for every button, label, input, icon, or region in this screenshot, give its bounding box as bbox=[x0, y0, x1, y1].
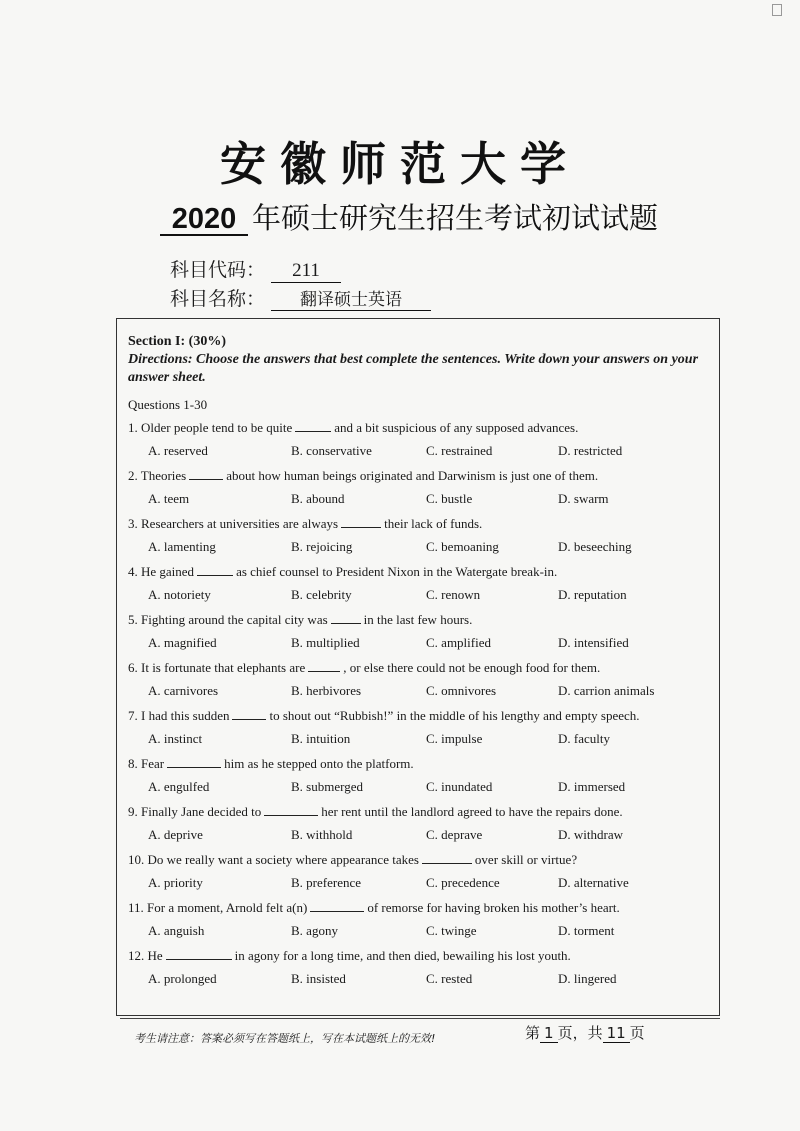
answer-blank bbox=[166, 948, 232, 960]
question-item bbox=[128, 900, 718, 941]
option-b: B. celebrity bbox=[291, 587, 352, 602]
question-text-continued: their lack of funds. bbox=[384, 516, 483, 531]
option-c: C. renown bbox=[426, 587, 481, 602]
answer-options bbox=[128, 923, 718, 941]
question-text: 1. Older people tend to be quite bbox=[128, 420, 293, 435]
subject-code-row bbox=[170, 255, 341, 283]
subject-code-value: 211 bbox=[271, 260, 341, 283]
option-a: A. notoriety bbox=[148, 587, 211, 602]
option-d: D. reputation bbox=[558, 587, 627, 602]
subject-code-label: 科目代码： bbox=[170, 259, 266, 281]
question-text-continued: , or else there could not be enough food for them. bbox=[343, 660, 601, 675]
answer-blank bbox=[264, 804, 318, 816]
question-item bbox=[128, 468, 718, 509]
option-b: B. submerged bbox=[291, 779, 363, 794]
question-text-continued: to shout out “Rubbish!” in the middle of his lengthy and empty speech. bbox=[269, 708, 640, 723]
page-suffix: 页 bbox=[629, 1024, 645, 1042]
option-a: A. instinct bbox=[148, 731, 203, 746]
question-text: 5. Fighting around the capital city was bbox=[128, 612, 328, 627]
option-d: D. withdraw bbox=[558, 827, 623, 842]
option-d: D. intensified bbox=[558, 635, 629, 650]
question-item bbox=[128, 612, 718, 653]
question-stem bbox=[128, 708, 718, 724]
answer-options bbox=[128, 875, 718, 893]
question-stem bbox=[128, 516, 718, 532]
question-stem bbox=[128, 948, 718, 964]
option-d: D. torment bbox=[558, 923, 615, 938]
option-b: B. herbivores bbox=[291, 683, 362, 698]
exam-year: 2020 bbox=[160, 204, 248, 236]
answer-blank bbox=[189, 468, 223, 480]
option-c: C. omnivores bbox=[426, 683, 497, 698]
question-text-continued: as chief counsel to President Nixon in the Watergate break-in. bbox=[236, 564, 558, 579]
question-item bbox=[128, 564, 718, 605]
answer-options bbox=[128, 779, 718, 797]
option-a: A. carnivores bbox=[148, 683, 219, 698]
question-item bbox=[128, 852, 718, 893]
page-prefix: 第 bbox=[525, 1024, 541, 1042]
exam-title bbox=[160, 196, 658, 237]
option-b: B. multiplied bbox=[291, 635, 360, 650]
question-item bbox=[128, 660, 718, 701]
option-c: C. deprave bbox=[426, 827, 483, 842]
page-middle: 页，共 bbox=[557, 1024, 603, 1042]
option-b: B. preference bbox=[291, 875, 362, 890]
question-text: 12. He bbox=[128, 948, 163, 963]
option-a: A. lamenting bbox=[148, 539, 216, 554]
answer-options bbox=[128, 587, 718, 605]
question-item bbox=[128, 708, 718, 749]
subject-name-label: 科目名称： bbox=[170, 288, 266, 310]
option-b: B. agony bbox=[291, 923, 338, 938]
question-text: 2. Theories bbox=[128, 468, 187, 483]
question-item bbox=[128, 756, 718, 797]
question-item bbox=[128, 804, 718, 845]
option-d: D. lingered bbox=[558, 971, 617, 986]
answer-blank bbox=[331, 612, 361, 624]
question-text: 11. For a moment, Arnold felt a(n) bbox=[128, 900, 308, 915]
question-text: 6. It is fortunate that elephants are bbox=[128, 660, 306, 675]
question-text: 4. He gained bbox=[128, 564, 195, 579]
question-text: 10. Do we really want a society where appearance takes bbox=[128, 852, 419, 867]
answer-blank bbox=[422, 852, 472, 864]
option-d: D. faculty bbox=[558, 731, 610, 746]
option-b: B. abound bbox=[291, 491, 345, 506]
option-a: A. magnified bbox=[148, 635, 217, 650]
option-c: C. bemoaning bbox=[426, 539, 499, 554]
page-number bbox=[525, 1022, 645, 1043]
option-c: C. rested bbox=[426, 971, 473, 986]
question-stem bbox=[128, 612, 718, 628]
option-c: C. bustle bbox=[426, 491, 473, 506]
option-c: C. amplified bbox=[426, 635, 491, 650]
answer-options bbox=[128, 491, 718, 509]
option-a: A. anguish bbox=[148, 923, 205, 938]
subject-name-value: 翻译硕士英语 bbox=[271, 285, 431, 311]
option-c: C. twinge bbox=[426, 923, 477, 938]
option-b: B. insisted bbox=[291, 971, 346, 986]
question-text: 3. Researchers at universities are always bbox=[128, 516, 339, 531]
question-item bbox=[128, 948, 718, 989]
question-text: 7. I had this sudden bbox=[128, 708, 230, 723]
option-b: B. withhold bbox=[291, 827, 353, 842]
option-d: D. beseeching bbox=[558, 539, 632, 554]
option-a: A. prolonged bbox=[148, 971, 217, 986]
question-text-continued: in the last few hours. bbox=[363, 612, 473, 627]
answer-blank bbox=[341, 516, 381, 528]
exam-title-text: 年硕士研究生招生考试初试试题 bbox=[252, 201, 659, 235]
question-text-continued: about how human beings originated and Darwinism is just one of them. bbox=[226, 468, 599, 483]
option-d: D. alternative bbox=[558, 875, 629, 890]
question-text: 9. Finally Jane decided to bbox=[128, 804, 262, 819]
answer-options bbox=[128, 731, 718, 749]
question-stem bbox=[128, 660, 718, 676]
answer-blank bbox=[295, 420, 331, 432]
option-a: A. reserved bbox=[148, 443, 208, 458]
page-total: 11 bbox=[603, 1024, 630, 1043]
answer-options bbox=[128, 539, 718, 557]
question-text-continued: and a bit suspicious of any supposed advances. bbox=[334, 420, 579, 435]
option-b: B. conservative bbox=[291, 443, 372, 458]
option-a: A. teem bbox=[148, 491, 190, 506]
option-b: B. intuition bbox=[291, 731, 351, 746]
answer-blank bbox=[167, 756, 221, 768]
answer-blank bbox=[310, 900, 364, 912]
question-stem bbox=[128, 468, 718, 484]
answer-options bbox=[128, 971, 718, 989]
footer-divider bbox=[120, 1018, 720, 1019]
question-range: Questions 1-30 bbox=[128, 397, 208, 412]
option-d: D. immersed bbox=[558, 779, 626, 794]
answer-options bbox=[128, 827, 718, 845]
question-text: 8. Fear bbox=[128, 756, 165, 771]
question-text-continued: over skill or virtue? bbox=[474, 852, 578, 867]
answer-blank bbox=[232, 708, 266, 720]
question-item bbox=[128, 516, 718, 557]
option-a: A. deprive bbox=[148, 827, 203, 842]
option-c: C. restrained bbox=[426, 443, 493, 458]
question-text-continued: in agony for a long time, and then died, bewailing his lost youth. bbox=[234, 948, 571, 963]
answer-blank bbox=[308, 660, 340, 672]
question-text-continued: her rent until the landlord agreed to have the repairs done. bbox=[321, 804, 623, 819]
question-item bbox=[128, 420, 718, 461]
question-stem bbox=[128, 564, 718, 580]
option-d: D. carrion animals bbox=[558, 683, 655, 698]
footer-note: 考生请注意：答案必须写在答题纸上，写在本试题纸上的无效! bbox=[134, 1032, 436, 1045]
question-stem bbox=[128, 852, 718, 868]
option-d: D. restricted bbox=[558, 443, 623, 458]
question-stem bbox=[128, 756, 718, 772]
option-a: A. engulfed bbox=[148, 779, 210, 794]
option-b: B. rejoicing bbox=[291, 539, 353, 554]
university-logo: 安徽师范大学 bbox=[220, 137, 580, 191]
subject-name-row bbox=[170, 284, 431, 311]
option-d: D. swarm bbox=[558, 491, 609, 506]
question-text-continued: of remorse for having broken his mother’s heart. bbox=[367, 900, 620, 915]
question-stem bbox=[128, 900, 718, 916]
answer-blank bbox=[197, 564, 233, 576]
section-heading: Section I: (30%) bbox=[128, 334, 226, 349]
option-c: C. inundated bbox=[426, 779, 493, 794]
answer-options bbox=[128, 443, 718, 461]
question-stem bbox=[128, 804, 718, 820]
option-c: C. precedence bbox=[426, 875, 500, 890]
option-c: C. impulse bbox=[426, 731, 483, 746]
page-current: 1 bbox=[540, 1024, 558, 1043]
answer-options bbox=[128, 635, 718, 653]
answer-options bbox=[128, 683, 718, 701]
staple-mark bbox=[772, 4, 782, 16]
question-text-continued: him as he stepped onto the platform. bbox=[224, 756, 414, 771]
question-stem bbox=[128, 420, 718, 436]
section-directions: Directions: Choose the answers that best complete the sentences. Write down your answers on your answer sheet. bbox=[128, 352, 699, 385]
option-a: A. priority bbox=[148, 875, 203, 890]
